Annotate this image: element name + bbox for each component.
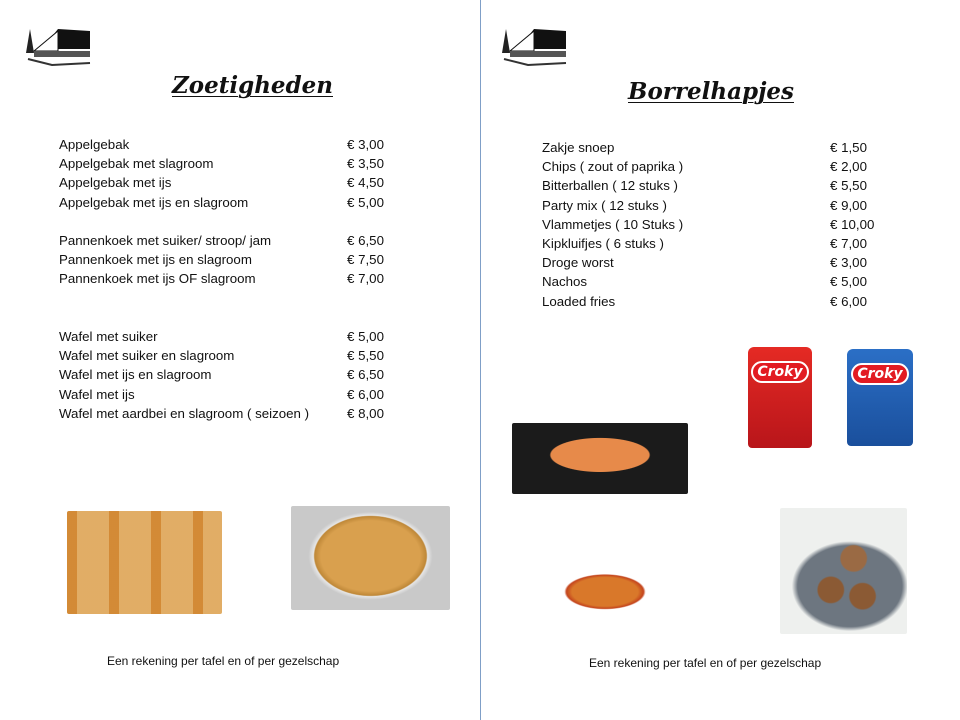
menu-item-price: € 5,00 (830, 274, 867, 290)
menu-group-borrelhapjes (542, 138, 874, 311)
menu-item-name: Nachos (542, 274, 588, 290)
menu-item-price: € 2,00 (830, 159, 867, 175)
menu-item (542, 157, 874, 176)
waffle-image (67, 511, 222, 614)
menu-item (59, 135, 384, 154)
croky-paprika-chips-image (748, 347, 812, 448)
menu-item-name: Wafel met aardbei en slagroom ( seizoen ) (59, 405, 310, 421)
menu-item (542, 138, 874, 157)
menu-item-price: € 6,00 (830, 293, 867, 309)
menu-item-name: Appelgebak (59, 137, 130, 152)
menu-item (542, 215, 874, 234)
menu-item-price: € 3,00 (830, 255, 867, 271)
menu-item-price: € 3,50 (347, 156, 384, 172)
menu-item-name: Party mix ( 12 stuks ) (542, 197, 667, 213)
pancake-image (291, 506, 450, 610)
menu-item-name: Appelgebak met ijs (59, 175, 172, 191)
menu-item-price: € 6,50 (347, 367, 384, 383)
menu-item-price: € 7,00 (347, 271, 384, 287)
menu-group-wafel (59, 327, 384, 423)
menu-item-price: € 6,00 (347, 386, 384, 402)
menu-item (59, 327, 384, 346)
menu-item (59, 173, 384, 192)
menu-item-name: Chips ( zout of paprika ) (542, 159, 684, 175)
menu-item-name: Appelgebak met ijs en slagroom (59, 194, 249, 210)
menu-item (542, 234, 874, 253)
party-mix-image (535, 545, 675, 630)
section-title: Zoetigheden (172, 72, 333, 99)
menu-item-price: € 3,00 (347, 137, 384, 152)
menu-item-name: Pannenkoek met suiker/ stroop/ jam (59, 233, 272, 248)
menu-item (59, 365, 384, 384)
menu-item (59, 269, 384, 288)
menu-item (59, 346, 384, 365)
croky-logo: Croky (851, 363, 908, 385)
menu-item-name: Bitterballen ( 12 stuks ) (542, 178, 678, 194)
menu-item-price: € 5,00 (347, 329, 384, 344)
menu-item (59, 193, 384, 212)
farmhouse-logo (22, 25, 92, 71)
menu-item-price: € 5,00 (347, 194, 384, 210)
farmhouse-logo (498, 25, 568, 71)
menu-item-price: € 9,00 (830, 197, 867, 213)
menu-item-name: Zakje snoep (542, 140, 615, 155)
footer-note: Een rekening per tafel en of per gezelschap (589, 656, 822, 670)
menu-item-price: € 10,00 (830, 216, 875, 232)
menu-item (542, 196, 874, 215)
menu-item (59, 404, 384, 423)
menu-item-name: Appelgebak met slagroom (59, 156, 214, 172)
menu-item-name: Vlammetjes ( 10 Stuks ) (542, 216, 684, 232)
menu-item-price: € 7,50 (347, 252, 384, 268)
menu-item-price: € 5,50 (347, 348, 384, 364)
croky-salt-chips-image (847, 349, 913, 446)
menu-item-price: € 6,50 (347, 233, 384, 248)
menu-item (542, 253, 874, 272)
menu-item-name: Pannenkoek met ijs en slagroom (59, 252, 252, 268)
croky-logo: Croky (751, 361, 808, 383)
menu-group-pannenkoek (59, 231, 384, 289)
menu-item-price: € 5,50 (830, 178, 867, 194)
menu-item-name: Wafel met ijs en slagroom (59, 367, 212, 383)
menu-item-name: Pannenkoek met ijs OF slagroom (59, 271, 256, 287)
menu-item (542, 176, 874, 195)
menu-item (59, 250, 384, 269)
menu-item (542, 272, 874, 291)
menu-item (59, 231, 384, 250)
menu-item-price: € 8,00 (347, 405, 384, 421)
menu-item-price: € 7,00 (830, 235, 867, 251)
bitterballen-image (780, 508, 907, 634)
footer-note: Een rekening per tafel en of per gezelschap (107, 654, 340, 668)
menu-item-name: Wafel met suiker (59, 329, 158, 344)
menu-item-price: € 4,50 (347, 175, 384, 191)
menu-item (59, 385, 384, 404)
menu-item-name: Droge worst (542, 255, 614, 271)
menu-item-name: Kipkluifjes ( 6 stuks ) (542, 235, 664, 251)
page-divider (480, 0, 481, 720)
menu-item (542, 292, 874, 311)
menu-item (59, 154, 384, 173)
menu-item-name: Wafel met suiker en slagroom (59, 348, 235, 364)
section-title: Borrelhapjes (628, 78, 794, 105)
vlammetjes-image (512, 423, 688, 494)
menu-item-price: € 1,50 (830, 140, 867, 155)
menu-item-name: Wafel met ijs (59, 386, 135, 402)
menu-group-appelgebak (59, 135, 384, 212)
menu-item-name: Loaded fries (542, 293, 616, 309)
